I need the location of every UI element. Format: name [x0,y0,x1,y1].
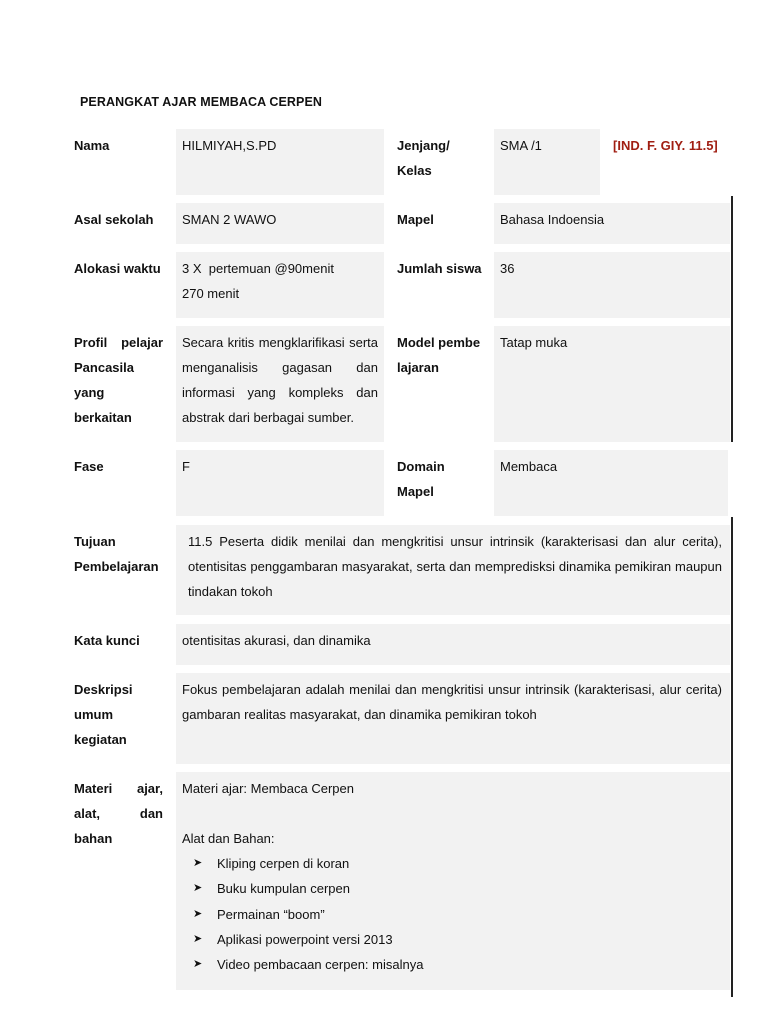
value-domain-text: Membaca [500,459,558,474]
list-item: ➤ Video pembacaan cerpen: misalnya [182,952,724,977]
label-nama: Nama [74,138,110,153]
alat-bahan-list [182,851,724,977]
value-nama [176,129,384,195]
value-model-text: Tatap muka [500,335,568,350]
table-border-right [731,196,733,442]
list-item: ➤ Permainan “boom” [182,902,724,927]
list-item: ➤ Buku kumpulan cerpen [182,876,724,901]
table-border-right [731,517,733,997]
value-jenjang-kelas [494,129,600,195]
bullet-arrow-icon: ➤ [193,958,203,971]
label-alokasi-waktu: Alokasi waktu [74,261,161,276]
value-tujuan-text: 11.5 Peserta didik menilai dan mengkritisi unsur intrinsik (karakterisasi dan alur cerita), otentisitas penggambaran masyarakat, serta dan mempredisksi dinamika pemikiran maupun tindakan tokoh [188,534,722,599]
value-alokasi-line-2: 270 menit [182,286,240,301]
value-deskripsi-umum [176,673,730,764]
list-item: ➤ Aplikasi powerpoint versi 2013 [182,927,724,952]
value-profil-pelajar [176,326,384,442]
list-item: ➤ Kliping cerpen di koran [182,851,724,876]
curriculum-code: [IND. F. GIY. 11.5] [613,138,718,153]
value-materi-ajar [176,772,730,990]
label-domain-mapel: Domain Mapel [397,459,445,499]
value-model-pembelajaran [494,326,730,442]
bullet-arrow-icon: ➤ [193,907,203,920]
value-alokasi-line-1: 3 X pertemuan @90menit [182,261,334,276]
value-jenjang-text: SMA /1 [500,138,542,153]
label-jumlah-siswa: Jumlah siswa [397,261,482,276]
materi-ajar-line: Materi ajar: Membaca Cerpen [182,781,354,796]
label-kata-kunci: Kata kunci [74,633,140,648]
label-jenjang-kelas: Jenjang/ Kelas [397,138,450,178]
label-model-pembelajaran: Model pembelajaran [397,335,481,375]
label-deskripsi-umum: Deskripsi umum kegiatan [74,682,133,747]
value-deskripsi-text: Fokus pembelajaran adalah menilai dan mengkritisi unsur intrinsik (karakterisasi, alur cerita) gambaran realitas masyarakat, dan dinamika pemikiran tokoh [182,682,722,722]
value-nama-text: HILMIYAH,S.PD [182,138,277,153]
value-profil-text: Secara kritis mengklarifikasi serta menganalisis gagasan dan informasi yang kompleks dan abstrak dari berbagai sumber. [182,335,378,425]
document-title: PERANGKAT AJAR MEMBACA CERPEN [80,95,323,109]
label-mapel: Mapel [397,212,434,227]
bullet-arrow-icon: ➤ [193,932,203,945]
label-asal-sekolah: Asal sekolah [74,212,154,227]
value-fase-text: F [182,459,190,474]
value-domain-mapel [494,450,728,516]
label-fase: Fase [74,459,104,474]
value-asal-sekolah [176,203,384,244]
spacer [182,801,724,826]
value-fase [176,450,384,516]
value-mapel [494,203,730,244]
value-jumlah-siswa [494,252,730,318]
label-tujuan-pembelajaran: Tujuan Pembelajaran [74,534,159,574]
value-alokasi-waktu [176,252,384,318]
value-kata-kunci-text: otentisitas akurasi, dan dinamika [182,633,371,648]
label-profil-pelajar: Profil pelajar Pancasila yang berkaitan [74,335,163,425]
label-materi-ajar: Materi ajar, alat, dan bahan [74,781,163,846]
value-mapel-text: Bahasa Indoensia [500,212,605,227]
bullet-arrow-icon: ➤ [193,857,203,869]
value-asal-sekolah-text: SMAN 2 WAWO [182,212,277,227]
alat-bahan-heading: Alat dan Bahan: [182,831,275,846]
value-kata-kunci [176,624,730,665]
bullet-arrow-icon: ➤ [193,882,203,895]
value-tujuan-pembelajaran [176,525,730,615]
value-jumlah-siswa-text: 36 [500,261,515,276]
